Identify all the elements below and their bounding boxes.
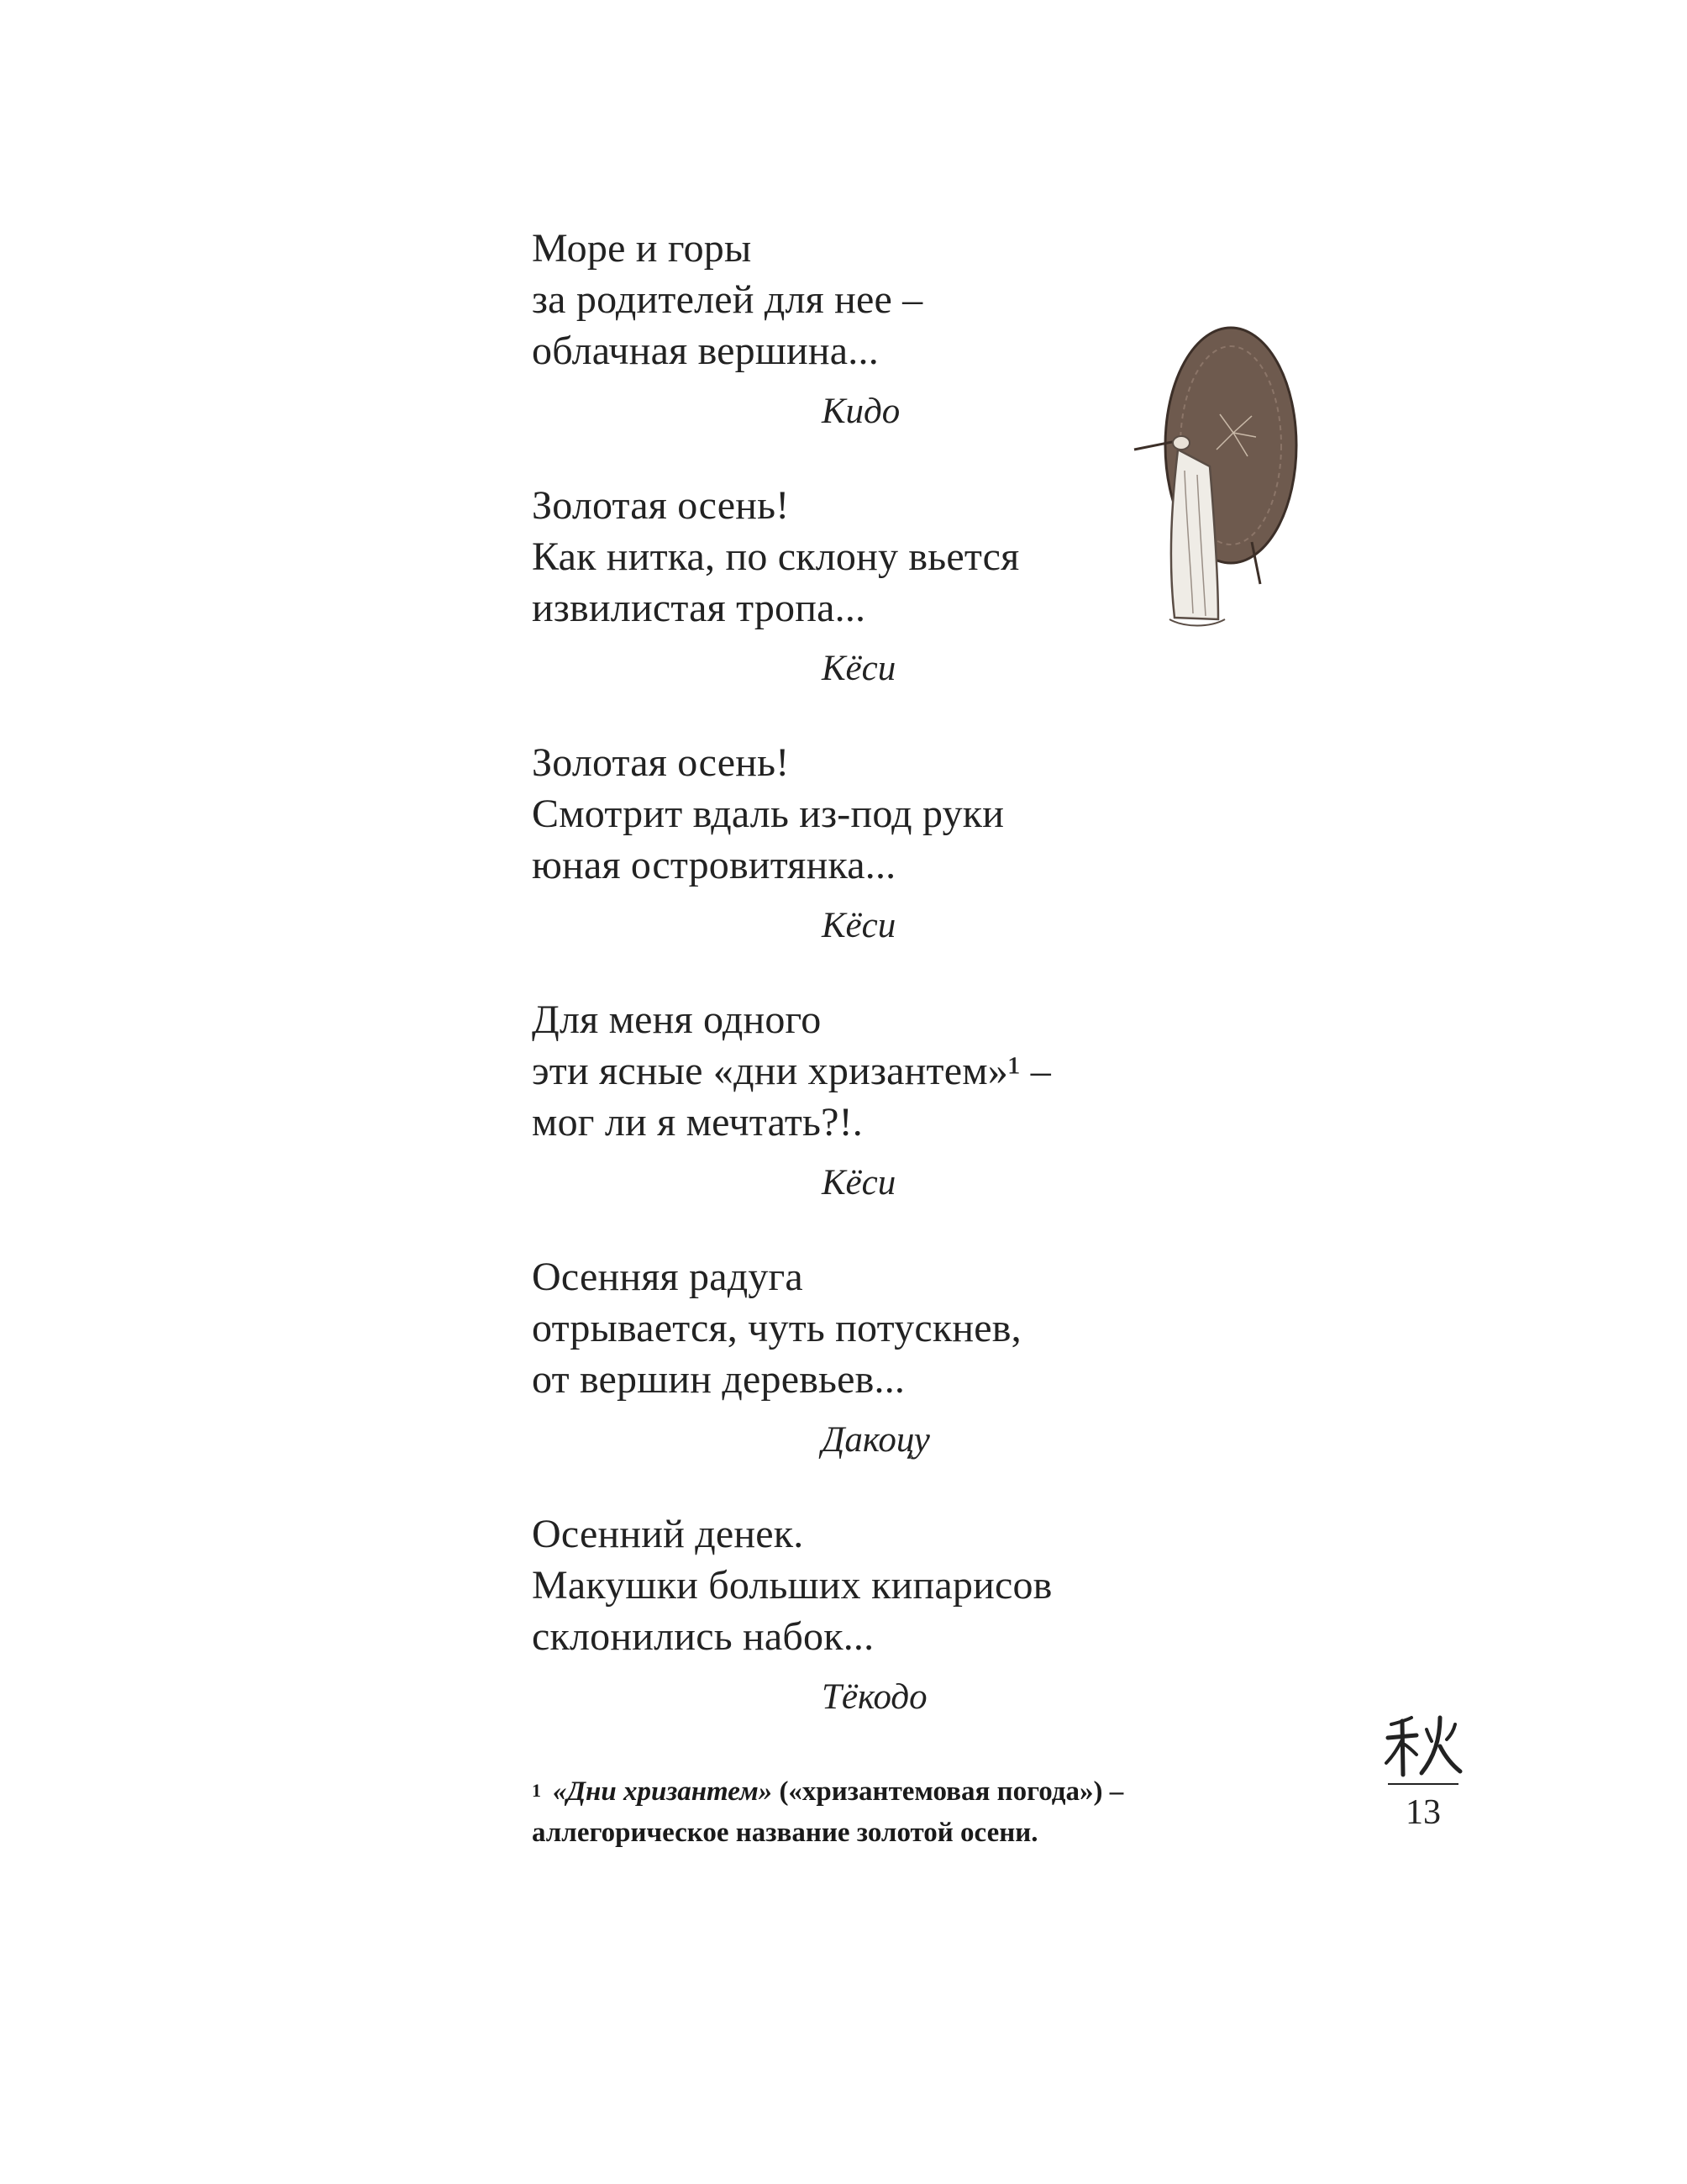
poem-line: Осенняя радуга bbox=[532, 1255, 803, 1299]
poem bbox=[532, 223, 1221, 480]
figure-with-umbrella-icon bbox=[1126, 324, 1327, 651]
poem-line: Как нитка, по склону вьется bbox=[532, 534, 1020, 579]
poem-author: Тёкодо bbox=[822, 1677, 928, 1717]
poem-line: мог ли я мечтать?!. bbox=[532, 1100, 863, 1145]
poem-line: эти ясные «дни хризантем»¹ – bbox=[532, 1049, 1051, 1093]
poem-line: юная островитянка... bbox=[532, 843, 896, 887]
poem-line: склонились набок... bbox=[532, 1614, 875, 1659]
page-folio bbox=[1381, 1713, 1465, 1834]
poem-author: Кёси bbox=[822, 1163, 896, 1203]
page-number: 13 bbox=[1406, 1793, 1441, 1832]
poem-line: Для меня одного bbox=[532, 997, 822, 1042]
folio-divider bbox=[1388, 1783, 1458, 1785]
poem bbox=[532, 480, 1221, 737]
poem-list bbox=[532, 223, 1221, 1766]
footnote-text: («хризантемовая погода») – bbox=[772, 1776, 1124, 1807]
poem-author: Кидо bbox=[822, 392, 901, 431]
poem-line: за родителей для нее – bbox=[532, 277, 923, 322]
poem-line: Макушки больших кипарисов bbox=[532, 1563, 1053, 1608]
poem-line: отрывается, чуть потускнев, bbox=[532, 1306, 1022, 1350]
poem bbox=[532, 737, 1221, 994]
poem bbox=[532, 1251, 1221, 1508]
poem bbox=[532, 1508, 1221, 1766]
footnote bbox=[532, 1771, 1372, 1854]
poem-line: извилистая тропа... bbox=[532, 586, 866, 630]
footnote-marker: 1 bbox=[532, 1780, 541, 1801]
poem-line: облачная вершина... bbox=[532, 329, 879, 373]
poem-line: от вершин деревьев... bbox=[532, 1357, 906, 1402]
poem-author: Кёси bbox=[822, 906, 896, 945]
poem-author: Кёси bbox=[822, 649, 896, 688]
footnote-term: «Дни хризантем» bbox=[553, 1776, 773, 1807]
poem-line: Смотрит вдаль из-под руки bbox=[532, 792, 1005, 836]
poem-line: Золотая осень! bbox=[532, 740, 790, 785]
autumn-kanji-icon bbox=[1383, 1713, 1464, 1778]
footnote-line bbox=[532, 1771, 1372, 1813]
poem-line: Осенний денек. bbox=[532, 1512, 804, 1556]
poem bbox=[532, 994, 1221, 1251]
poem-author: Дакоцу bbox=[822, 1420, 930, 1460]
poem-line: Море и горы bbox=[532, 226, 752, 271]
footnote-line-2: аллегорическое название золотой осени. bbox=[532, 1818, 1038, 1848]
poem-line: Золотая осень! bbox=[532, 483, 790, 528]
